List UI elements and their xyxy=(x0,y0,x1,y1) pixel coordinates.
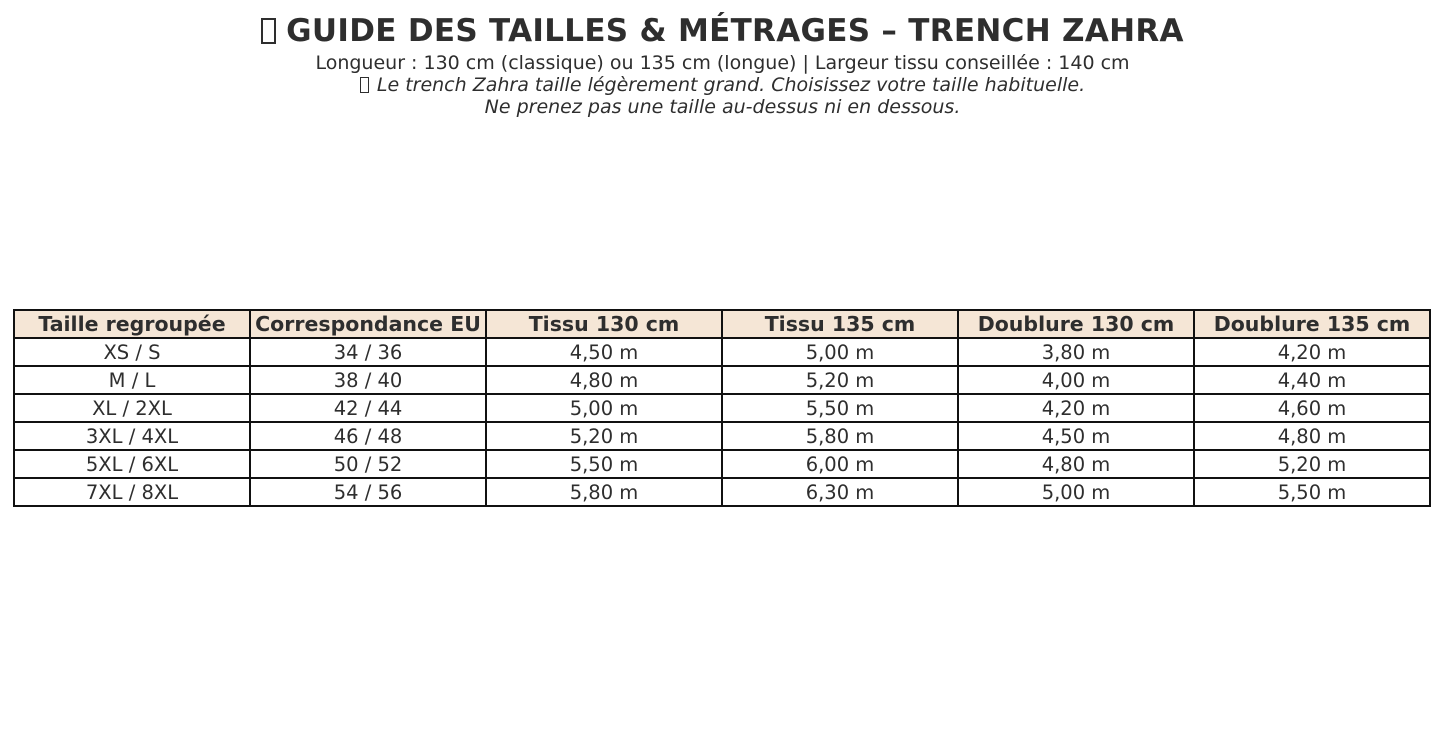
table-cell: 5,80 m xyxy=(722,422,958,450)
table-cell: 4,80 m xyxy=(958,450,1194,478)
column-header: Tissu 130 cm xyxy=(486,310,722,338)
table-cell: 4,50 m xyxy=(958,422,1194,450)
table-cell: 4,20 m xyxy=(1194,338,1430,366)
table-cell: 4,60 m xyxy=(1194,394,1430,422)
table-cell: 6,00 m xyxy=(722,450,958,478)
page-subtitle: Longueur : 130 cm (classique) ou 135 cm (longue) | Largeur tissu conseillée : 140 cm xyxy=(315,52,1130,74)
table-cell: 4,80 m xyxy=(486,366,722,394)
table-cell: 5,00 m xyxy=(486,394,722,422)
fit-note-line2: Ne prenez pas une taille au-dessus ni en dessous. xyxy=(484,96,961,118)
table-cell: 5,00 m xyxy=(958,478,1194,506)
table-cell: 5,00 m xyxy=(722,338,958,366)
column-header: Tissu 135 cm xyxy=(722,310,958,338)
table-cell: 46 / 48 xyxy=(250,422,486,450)
table-cell: 3XL / 4XL xyxy=(14,422,250,450)
table-cell: 5,20 m xyxy=(486,422,722,450)
table-cell: 4,00 m xyxy=(958,366,1194,394)
table-row xyxy=(14,338,1430,366)
table-cell: 4,20 m xyxy=(958,394,1194,422)
column-header: Doublure 130 cm xyxy=(958,310,1194,338)
fit-note-line1-wrapper xyxy=(0,74,1445,96)
table-row xyxy=(14,450,1430,478)
table-row xyxy=(14,422,1430,450)
column-header: Taille regroupée xyxy=(14,310,250,338)
table-cell: XS / S xyxy=(14,338,250,366)
page-header xyxy=(0,10,1445,118)
table-cell: 5,20 m xyxy=(722,366,958,394)
table-cell: 5,80 m xyxy=(486,478,722,506)
table-cell: 5,50 m xyxy=(486,450,722,478)
column-header: Correspondance EU xyxy=(250,310,486,338)
table-cell: 42 / 44 xyxy=(250,394,486,422)
table-cell: 38 / 40 xyxy=(250,366,486,394)
page-title: GUIDE DES TAILLES & MÉTRAGES – TRENCH ZAHRA xyxy=(286,13,1184,49)
table-row xyxy=(14,394,1430,422)
table-cell: 6,30 m xyxy=(722,478,958,506)
table-header-row xyxy=(14,310,1430,338)
table-cell: 4,50 m xyxy=(486,338,722,366)
table-cell: 50 / 52 xyxy=(250,450,486,478)
table-cell: 4,80 m xyxy=(1194,422,1430,450)
missing-glyph-icon xyxy=(360,77,369,93)
table-cell: 34 / 36 xyxy=(250,338,486,366)
table-cell: 3,80 m xyxy=(958,338,1194,366)
table-cell: 5XL / 6XL xyxy=(14,450,250,478)
size-table xyxy=(13,309,1431,507)
table-cell: 54 / 56 xyxy=(250,478,486,506)
fit-note-line1: Le trench Zahra taille légèrement grand. Choisissez votre taille habituelle. xyxy=(376,74,1086,96)
table-row xyxy=(14,478,1430,506)
table-cell: 5,50 m xyxy=(1194,478,1430,506)
table-cell: M / L xyxy=(14,366,250,394)
table-cell: 5,50 m xyxy=(722,394,958,422)
table-cell: XL / 2XL xyxy=(14,394,250,422)
page-title-line xyxy=(0,10,1445,52)
table-cell: 5,20 m xyxy=(1194,450,1430,478)
column-header: Doublure 135 cm xyxy=(1194,310,1430,338)
table-row xyxy=(14,366,1430,394)
missing-glyph-icon xyxy=(261,18,276,44)
table-cell: 4,40 m xyxy=(1194,366,1430,394)
table-cell: 7XL / 8XL xyxy=(14,478,250,506)
